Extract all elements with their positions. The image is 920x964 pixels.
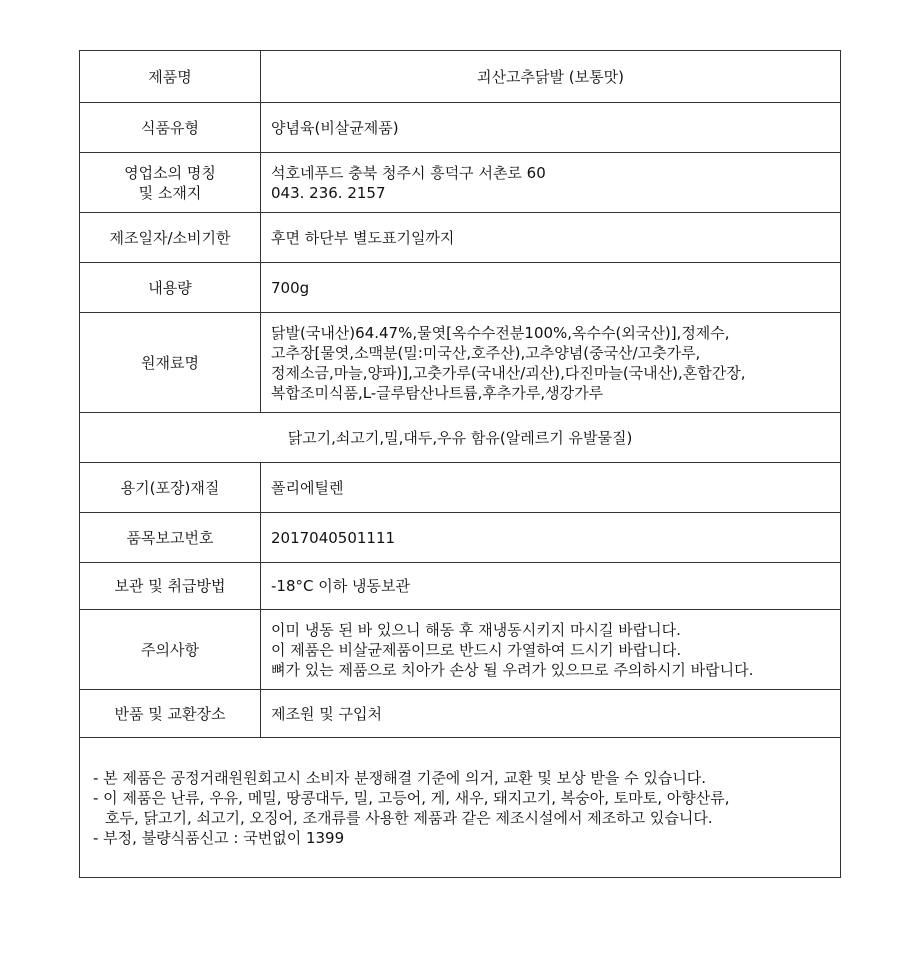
capacity-label: 내용량 <box>80 263 261 313</box>
report-number-label: 품목보고번호 <box>80 513 261 563</box>
row-returns <box>80 690 841 738</box>
caution-label: 주의사항 <box>80 610 261 690</box>
returns-value: 제조원 및 구입처 <box>261 690 841 738</box>
product-name-label: 제품명 <box>80 51 261 103</box>
returns-label: 반품 및 교환장소 <box>80 690 261 738</box>
packaging-label: 용기(포장)재질 <box>80 463 261 513</box>
row-caution <box>80 610 841 690</box>
row-ingredients <box>80 313 841 413</box>
packaging-value: 폴리에틸렌 <box>261 463 841 513</box>
ingredients-value <box>261 313 841 413</box>
product-name-value: 괴산고추닭발 (보통맛) <box>261 51 841 103</box>
storage-label: 보관 및 취급방법 <box>80 563 261 610</box>
storage-value: -18°C 이하 냉동보관 <box>261 563 841 610</box>
food-type-label: 식품유형 <box>80 103 261 153</box>
capacity-value: 700g <box>261 263 841 313</box>
business-label-line-1: 영업소의 명칭 <box>124 163 216 182</box>
ingredients-line: 정제소금,마늘,양파)],고춧가루(국내산/괴산),다진마늘(국내산),혼합간장, <box>271 363 746 382</box>
caution-value <box>261 610 841 690</box>
row-capacity <box>80 263 841 313</box>
row-storage <box>80 563 841 610</box>
row-report-number <box>80 513 841 563</box>
business-label-line-2: 및 소재지 <box>138 183 202 202</box>
row-business <box>80 153 841 213</box>
expiry-value: 후면 하단부 별도표기일까지 <box>261 213 841 263</box>
report-number-value: 2017040501111 <box>261 513 841 563</box>
row-allergens <box>80 413 841 463</box>
ingredients-line: 고추장[물엿,소맥분(밀:미국산,호주산),고추양념(중국산/고춧가루, <box>271 343 701 362</box>
expiry-label: 제조일자/소비기한 <box>80 213 261 263</box>
row-notes <box>80 738 841 878</box>
notes-block <box>80 738 841 878</box>
ingredients-label: 원재료명 <box>80 313 261 413</box>
food-label-table <box>79 50 841 878</box>
note-line: - 부정, 불량식품신고 : 국번없이 1399 <box>93 828 345 847</box>
business-phone: 043. 236. 2157 <box>271 183 386 202</box>
business-value <box>261 153 841 213</box>
row-food-type <box>80 103 841 153</box>
ingredients-line: 복합조미식품,L-글루탐산나트륨,후추가루,생강가루 <box>271 383 604 402</box>
business-label <box>80 153 261 213</box>
note-line: - 이 제품은 난류, 우유, 메밀, 땅콩대두, 밀, 고등어, 게, 새우, 돼지고기, 복숭아, 토마토, 아향산류, <box>93 788 730 807</box>
food-type-value: 양념육(비살균제품) <box>261 103 841 153</box>
caution-line: 뼈가 있는 제품으로 치아가 손상 될 우려가 있으므로 주의하시기 바랍니다. <box>271 660 754 679</box>
note-line: 호두, 닭고기, 쇠고기, 오징어, 조개류를 사용한 제품과 같은 제조시설에서 제조하고 있습니다. <box>105 808 713 827</box>
row-expiry <box>80 213 841 263</box>
caution-line: 이 제품은 비살균제품이므로 반드시 가열하여 드시기 바랍니다. <box>271 640 682 659</box>
ingredients-line: 닭발(국내산)64.47%,물엿[옥수수전분100%,옥수수(외국산)],정제수, <box>271 323 730 342</box>
row-product-name <box>80 51 841 103</box>
note-line: - 본 제품은 공정거래원원회고시 소비자 분쟁해결 기준에 의거, 교환 및 보상 받을 수 있습니다. <box>93 768 707 787</box>
row-packaging <box>80 463 841 513</box>
allergens-value: 닭고기,쇠고기,밀,대두,우유 함유(알레르기 유발물질) <box>80 413 841 463</box>
business-address: 석호네푸드 충북 청주시 흥덕구 서촌로 60 <box>271 163 546 182</box>
caution-line: 이미 냉동 된 바 있으니 해동 후 재냉동시키지 마시길 바랍니다. <box>271 620 681 639</box>
